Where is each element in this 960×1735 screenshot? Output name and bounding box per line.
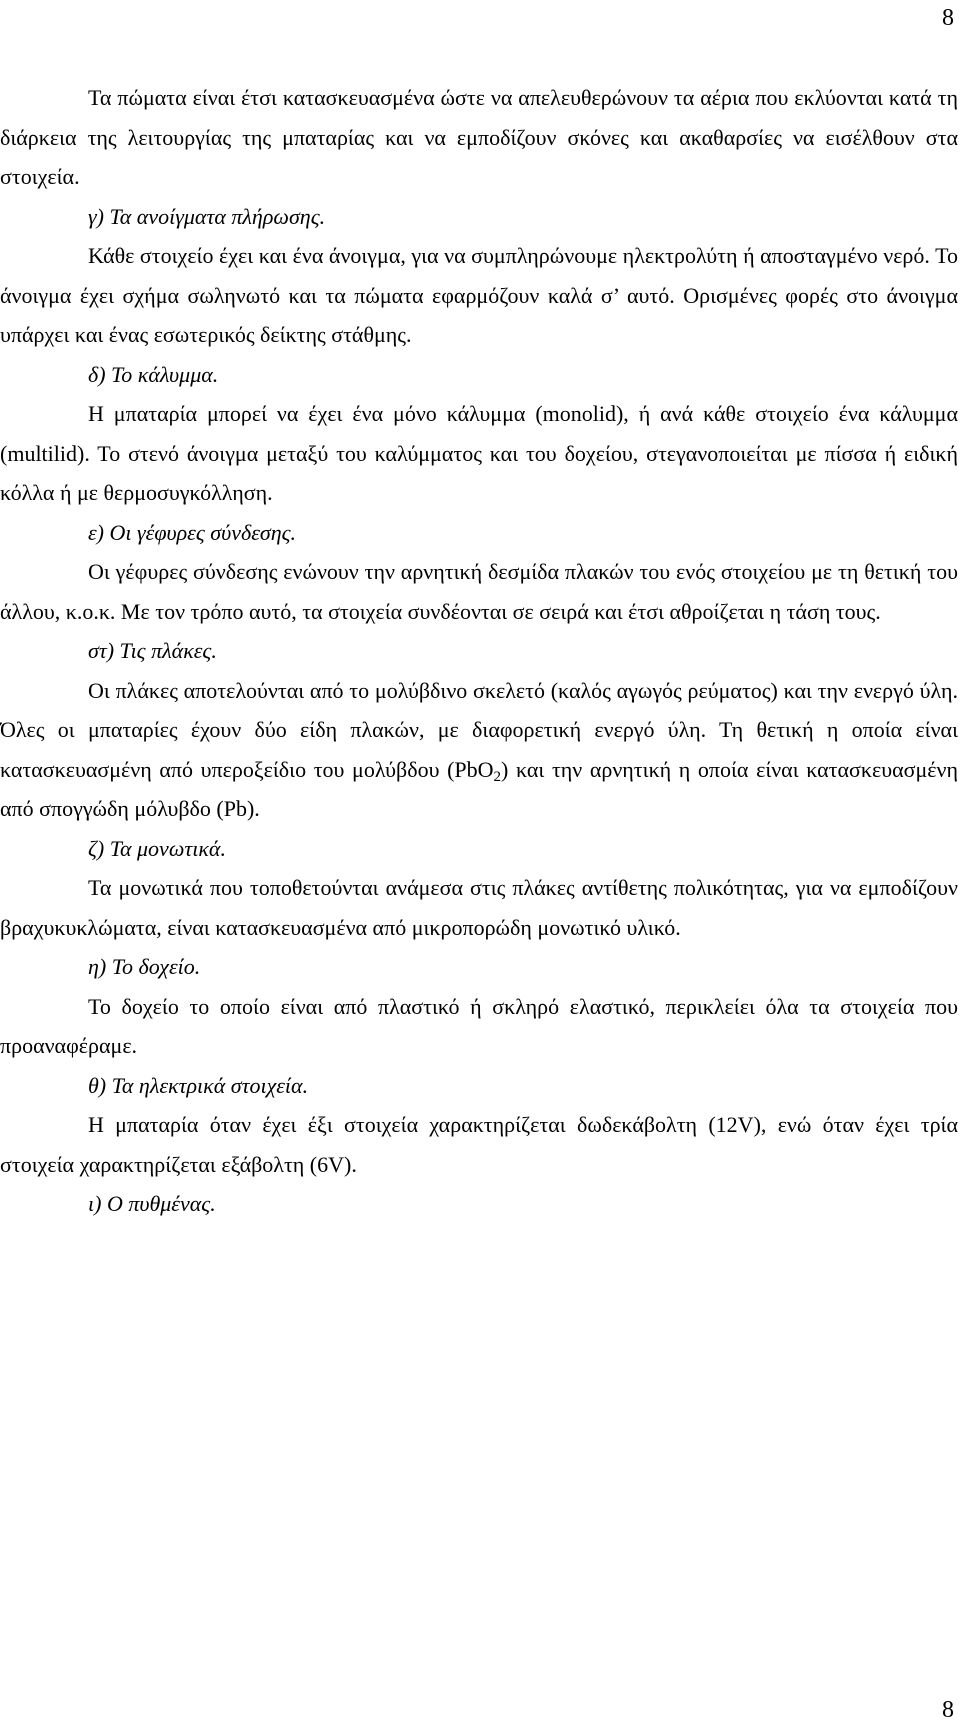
- pbo2-subscript: 2: [493, 768, 502, 785]
- heading-delta: δ) Το κάλυμμα.: [88, 361, 219, 387]
- page-number-top: 8: [942, 5, 954, 31]
- page-number-bottom: 8: [942, 1697, 954, 1723]
- heading-eta: η) Το δοχείο.: [88, 954, 201, 979]
- heading-epsilon: ε) Οι γέφυρες σύνδεσης.: [88, 519, 297, 545]
- paragraph-zeta: Τα μονωτικά που τοποθετούνται ανάμεσα στις πλάκες αντίθετης πολικότητας, για να εμποδίζουν βραχυκυκλώματα, είναι κατασκευασμένα από μικροπορώδη μονωτικό υλικό.: [0, 875, 958, 940]
- document-body: [0, 78, 958, 1224]
- paragraph-theta: Η μπαταρία όταν έχει έξι στοιχεία χαρακτηρίζεται δωδεκάβολτη (12V), ενώ όταν έχει τρία στοιχεία χαρακτηρίζεται εξάβολτη (6V).: [0, 1112, 958, 1177]
- paragraph-delta: Η μπαταρία μπορεί να έχει ένα μόνο κάλυμμα (monolid), ή ανά κάθε στοιχείο ένα κάλυμμα (multilid). Το στενό άνοιγμα μεταξύ του καλύμματος και του δοχείου, στεγανοποιείται με πίσσα ή ειδική κόλλα ή με θερμοσυγκόλληση.: [0, 401, 958, 505]
- heading-theta: θ) Τα ηλεκτρικά στοιχεία.: [88, 1072, 309, 1098]
- heading-st: στ) Τις πλάκες.: [88, 638, 217, 663]
- paragraph-epsilon: Οι γέφυρες σύνδεσης ενώνουν την αρνητική δεσμίδα πλακών του ενός στοιχείου με τη θετική του άλλου, κ.ο.κ. Με τον τρόπο αυτό, τα στοιχεία συνδέονται σε σειρά και έτσι αθροίζεται η τάση τους.: [0, 559, 958, 624]
- paragraph-eta: Το δοχείο το οποίο είναι από πλαστικό ή σκληρό ελαστικό, περικλείει όλα τα στοιχεία που προαναφέραμε.: [0, 993, 958, 1058]
- paragraph-gamma: Κάθε στοιχείο έχει και ένα άνοιγμα, για να συμπληρώνουμε ηλεκτρολύτη ή αποσταγμένο νερό. Το άνοιγμα έχει σχήμα σωληνωτό και τα πώματα εφαρμόζουν καλά σ’ αυτό. Ορισμένες φορές στο άνοιγμα υπάρχει και ένας εσωτερικός δείκτης στάθμης.: [0, 243, 958, 347]
- heading-zeta: ζ) Τα μονωτικά.: [88, 835, 226, 861]
- paragraph-st: [0, 671, 958, 829]
- paragraph-intro: Τα πώματα είναι έτσι κατασκευασμένα ώστε να απελευθερώνουν τα αέρια που εκλύονται κατά τη διάρκεια της λειτουργίας της μπαταρίας και να εμποδίζουν σκόνες και ακαθαρσίες να εισέλθουν στα στοιχεία.: [0, 85, 958, 189]
- paragraph-st-part2: ) και την αρνητική η οποία είναι κατασκευασμένη από σπογγώδη μόλυβδο (Pb).: [0, 756, 958, 821]
- paragraph-st-part1: Οι πλάκες αποτελούνται από το μολύβδινο σκελετό (καλός αγωγός ρεύματος) και την ενεργό ύλη. Όλες οι μπαταρίες έχουν δύο είδη πλακών, με διαφορετική ενεργό ύλη. Τη θετική η οποία είναι κατασκευασμένη από υπεροξείδιο του μολύβδου (PbO: [0, 677, 958, 782]
- heading-gamma: γ) Τα ανοίγματα πλήρωσης.: [88, 203, 326, 229]
- heading-iota: ι) Ο πυθμένας.: [88, 1191, 216, 1216]
